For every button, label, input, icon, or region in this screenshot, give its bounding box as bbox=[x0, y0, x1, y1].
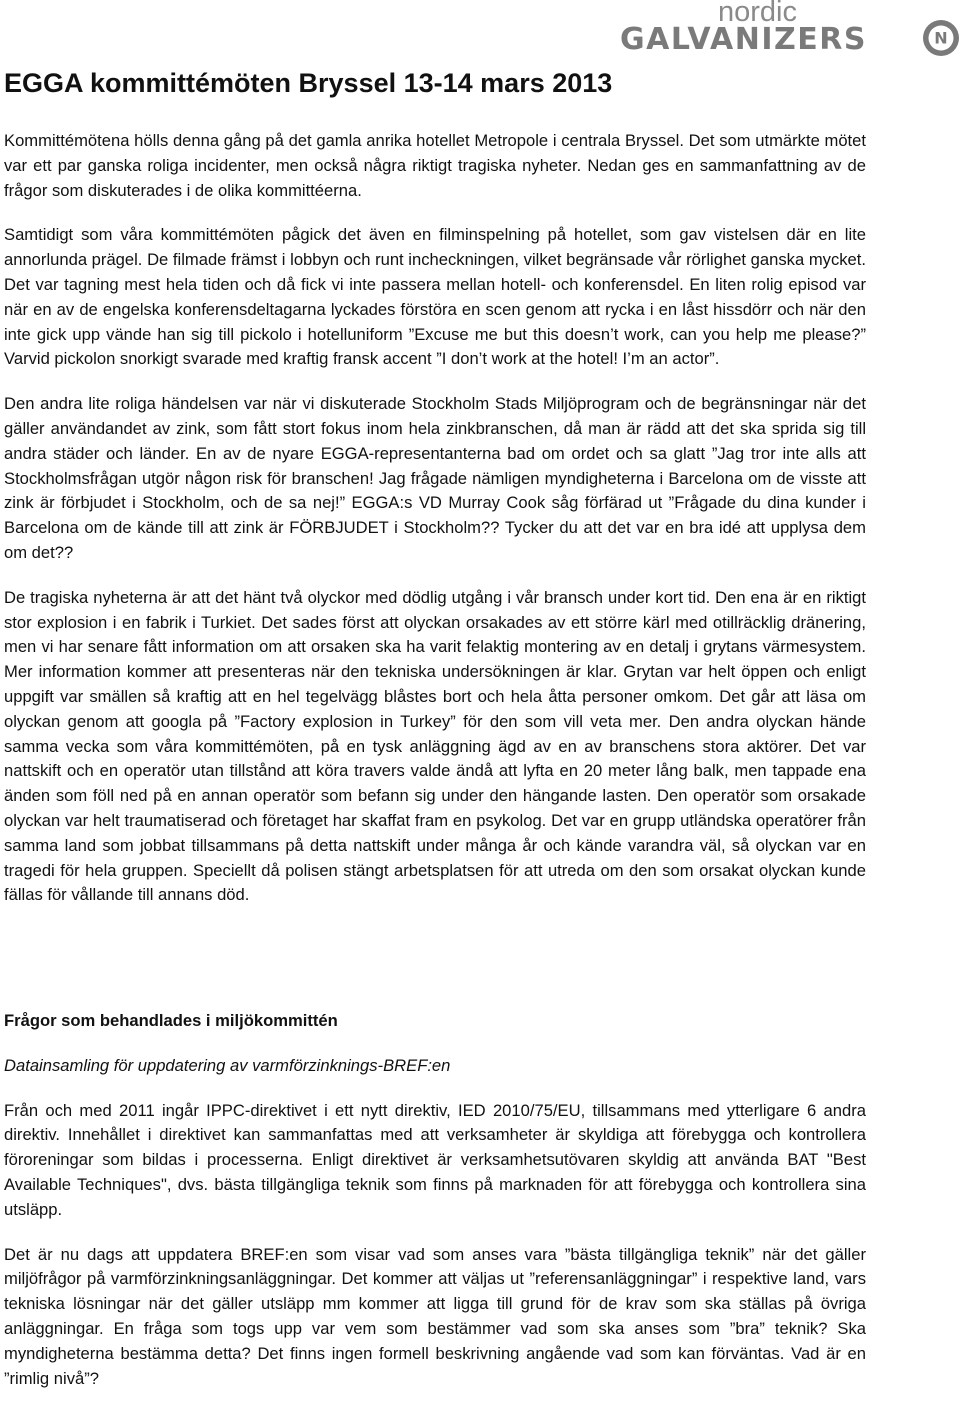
paragraph-accidents: De tragiska nyheterna är att det hänt två olyckor med dödlig utgång i vår bransch under kort tid. Den ena är en riktigt stor explosion i en fabrik i Turkiet. Det sades först att olyckan orsakades av ett större kärl med otillräcklig dränering, men vi har senare fått information om att orsaken ska ha varit felaktig montering av en detalj i grytans värmesystem. Mer information kommer att presenteras när den tekniska undersökningen är klar. Grytan var helt öppen och enligt uppgift var smällen så kraftig att en hel tegelvägg blåstes bort och hela åtta personer omkom. Det går att läsa om olyckan genom att googla på ”Factory explosion in Turkey” för den som vill veta mer. Den andra olyckan hände samma vecka som våra kommittémöten, på en tysk anläggning ägd av en av branschens stora aktörer. Det var nattskift och en operatör utan tillstånd att köra travers valde ändå att lyfta en 20 meter lång balk, men tappade ena änden som föll ned på en annan operatör som befann sig under den hängande lasten. Den operatör som orsakade olyckan var helt traumatiserad och företaget har skaffat fram en psykolog. Det var en grupp utländska operatörer från samma land som jobbat tillsammans på detta nattskift under många år och kände varandra väl, så olyckan var en tragedi för hela gruppen. Speciellt då polisen stängt arbetsplatsen för att utreda om den som orsakat olyckan kunde fällas för vållande till annans död. bbox=[4, 587, 866, 905]
logo-text-nordic: nordic bbox=[718, 0, 797, 28]
section-subheading: Datainsamling för uppdatering av varmförzinknings-BREF:en bbox=[4, 1055, 451, 1075]
paragraph-stockholm: Den andra lite roliga händelsen var när vi diskuterade Stockholm Stads Miljöprogram och de begränsningar när det gäller användandet av zink, som fått stort fokus inom hela zinkbranschen, då man är rädd att det ska sprida sig till andra städer och länder. En av de nyare EGGA-representanterna bad om ordet och sa glatt ”Jag tror inte alls att Stockholmsfrågan utgör någon risk för branschen! Jag frågade nämligen myndigheterna i Barcelona om de visste att zink är förbjudet i Stockholm, och de sa nej!” EGGA:s VD Murray Cook såg förfärad ut ”Frågade du dina kunder i Barcelona om de kände till att zink är FÖRBJUDET i Stockholm?? Tycker du att det var en bra idé att upplysa dem om det?? bbox=[4, 394, 866, 562]
paragraph-film: Samtidigt som våra kommittémöten pågick det även en filminspelning på hotellet, som gav vistelsen där en lite annorlunda prägel. De filmade främst i lobbyn och runt incheckningen, vilket begränsade vår rörlighet ganska mycket. Det var tagning mest hela tiden och då fick vi inte passera mellan hotell- och konferensdel. En liten rolig episod var när en av de engelska konferensdeltagarna lyckades förstöra en scen genom att rycka i en låst hissdörr och när den inte gick upp vände han sig till pickolo i hotelluniform ”Excuse me but this doesn’t work, can you help me please?” Varvid pickolon snorkigt svarade med kraftig fransk accent ”I don’t work at the hotel! I’m an actor”. bbox=[4, 225, 866, 369]
logo-text-galvanizers: GALVANIZERS bbox=[620, 22, 867, 57]
environment-section bbox=[4, 1009, 866, 1411]
paragraph-ied-directive: Från och med 2011 ingår IPPC-direktivet i ett nytt direktiv, IED 2010/75/EU, tillsammans med ytterligare 6 andra direktiv. Innehållet i direktivet kan sammanfattas med att verksamheter är skyldiga att förebygga och kontrollera föroreningar som bildas i processerna. Enligt direktivet är verksamhetsutövaren skyldig att använda BAT "Best Available Techniques", dvs. bästa tillgängliga teknik som finns på marknaden för att förebygga och kontrollera sina utsläpp. bbox=[4, 1100, 866, 1219]
section-heading: Frågor som behandlades i miljökommittén bbox=[4, 1011, 338, 1030]
logo-mark-icon bbox=[921, 18, 960, 58]
company-logo bbox=[620, 0, 960, 70]
document-title: EGGA kommittémöten Bryssel 13-14 mars 2013 bbox=[4, 68, 613, 98]
logo-mark-letter: N bbox=[934, 28, 948, 48]
intro-text bbox=[4, 129, 866, 928]
paragraph-intro: Kommittémötena hölls denna gång på det gamla anrika hotellet Metropole i centrala Bryssel. Det som utmärkte mötet var ett par ganska roliga incidenter, men också några riktigt tragiska nyheter. Nedan ges en sammanfattning av de frågor som diskuterades i de olika kommittéerna. bbox=[4, 131, 866, 200]
paragraph-bref-update: Det är nu dags att uppdatera BREF:en som visar vad som anses vara ”bästa tillgängliga teknik” när det gäller miljöfrågor på varmförzinkningsanläggningar. Det kommer att väljas ut ”referensanläggningar” i respektive land, vars tekniska lösningar när det gäller utsläpp mm kommer att ligga till grund för de krav som ska ställas på övriga anläggningar. En fråga som togs upp var vem som bestämmer vad som ska anses som ”bra” teknik? Ska myndigheterna bestämma detta? Det finns ingen formell beskrivning angående vad som kan förväntas. Vad är en ”rimlig nivå”? bbox=[4, 1244, 866, 1388]
